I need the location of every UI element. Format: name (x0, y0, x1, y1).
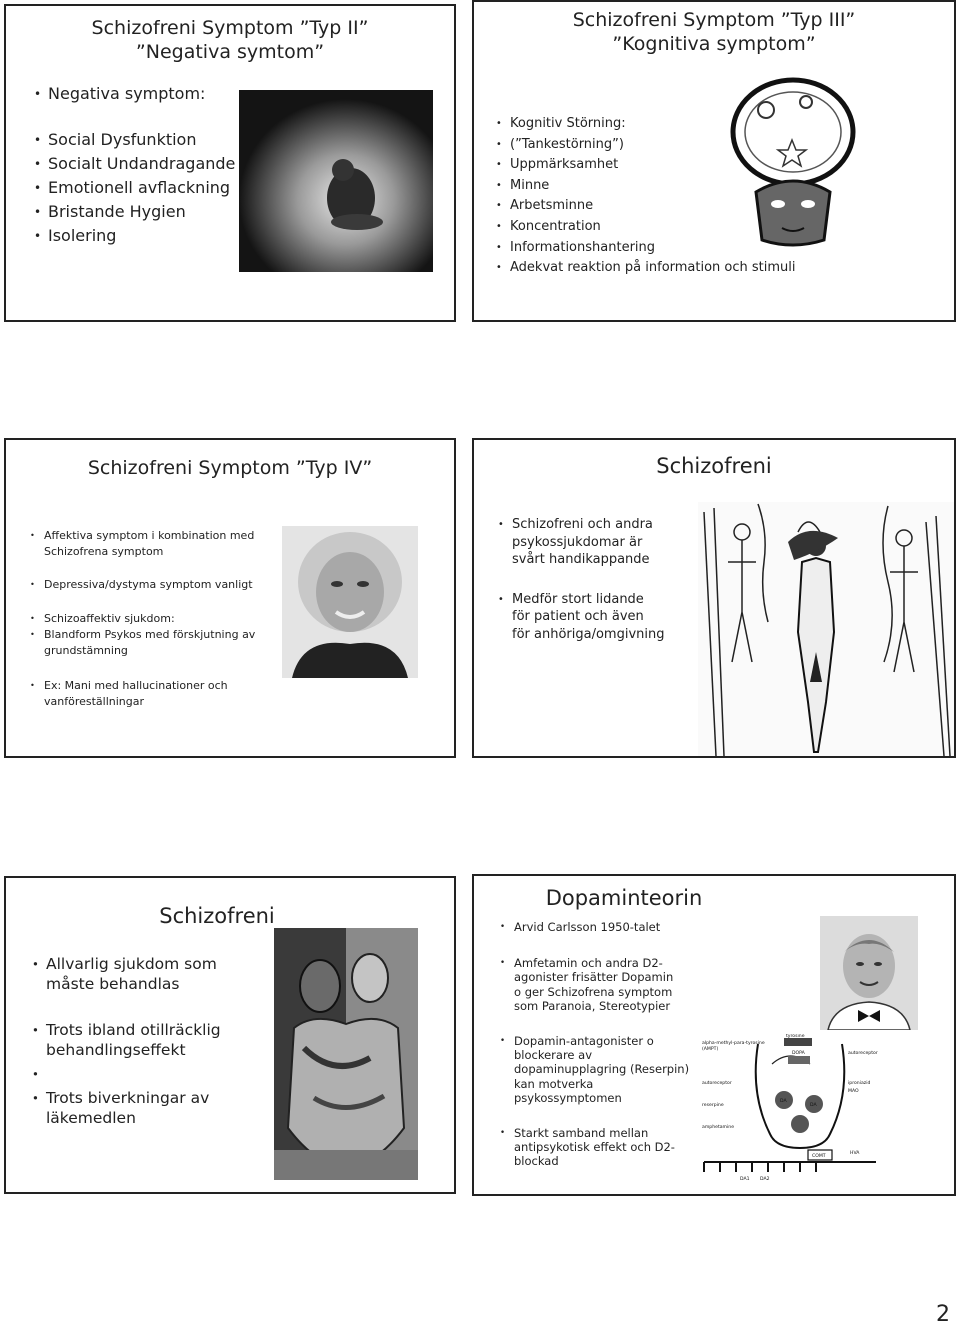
bullet-list (34, 82, 235, 248)
list-item (32, 1064, 221, 1084)
photo-woman-portrait (282, 526, 418, 678)
diagram-label: DA1 (740, 1177, 750, 1182)
list-item: • Kognitiv Störning: (496, 114, 796, 135)
list-item-line: • Ex: Mani med hallucinationer och (44, 679, 228, 692)
list-item: • Negativa symptom: (34, 82, 235, 106)
list-item (32, 954, 221, 994)
list-item-line: • Trots ibland otillräcklig (46, 1021, 221, 1039)
list-item-line: antipsykotisk effekt och D2- (514, 1140, 675, 1155)
illustration-head-thoughts (726, 70, 860, 250)
list-item-line: • Trots biverkningar av (46, 1089, 210, 1107)
list-item-line: grundstämning (44, 643, 128, 657)
list-item: • Arbetsminne (496, 196, 796, 217)
diagram-label: reserpine (702, 1103, 724, 1108)
list-item-line: kan motverka (514, 1076, 594, 1091)
list-item-line: för patient och även (512, 609, 644, 624)
diagram-label: amphetamine (702, 1125, 735, 1130)
list-item-line: blockad (514, 1154, 559, 1169)
list-item (30, 678, 228, 709)
page-number: 2 (936, 1302, 950, 1327)
list-item-line: blockerare av (514, 1048, 593, 1063)
painting-two-figures (274, 928, 418, 1180)
list-item-line: o ger Schizofrena symptom (514, 984, 673, 999)
diagram-label: DA (780, 1099, 787, 1104)
list-item-line: läkemedlen (46, 1109, 136, 1127)
slide-title-line1: Schizofreni Symptom ”Typ II” (91, 17, 369, 39)
slide-dopamine-theory (472, 874, 956, 1196)
list-item-line: för anhöriga/omgivning (512, 626, 665, 642)
list-item-line: • Blandform Psykos med förskjutning av (44, 628, 256, 641)
list-item (32, 1020, 221, 1060)
list-item-line: • Starkt samband mellan (514, 1125, 649, 1140)
list-item-line: agonister frisätter Dopamin (514, 970, 674, 985)
list-item-line: vanföreställningar (44, 694, 145, 708)
list-item-line: dopaminupplagring (Reserpin) (514, 1062, 690, 1077)
list-item (500, 1034, 689, 1106)
diagram-label: DOPA (792, 1051, 805, 1056)
list-item-line: psykossymptomen (514, 1091, 622, 1106)
diagram-label: autoreceptor (848, 1051, 878, 1056)
diagram-label: (AMPT) (702, 1047, 719, 1052)
list-item (498, 591, 664, 644)
list-item (30, 627, 255, 658)
list-item (500, 956, 689, 1014)
diagram-label: alpha-methyl-para-tyrosine (702, 1041, 765, 1046)
list-item-line: • Schizoaffektiv sjukdom: (44, 611, 175, 625)
diagram-label: HVA (850, 1151, 860, 1156)
list-item-line: • Affektiva symptom i kombination med (44, 529, 255, 542)
slide-title-line2: ”Kognitiva symptom” (612, 33, 816, 55)
list-item-line: Schizofrena symptom (44, 544, 164, 558)
diagram-label: DA2 (760, 1177, 770, 1182)
list-item: • Adekvat reaktion på information och stimuli (496, 258, 796, 279)
list-item-line (46, 1064, 221, 1084)
slide-title (474, 8, 954, 56)
bullet-list (32, 954, 221, 1128)
slide-title: Dopaminteorin (545, 886, 703, 910)
slide-affective-symptoms (4, 438, 456, 758)
list-item-line: • Depressiva/dystyma symptom vanligt (44, 578, 253, 591)
list-item-line: som Paranoia, Stereotypier (514, 999, 671, 1014)
diagram-label: MAO (848, 1089, 859, 1094)
photo-arvid-carlsson (820, 916, 918, 1030)
diagram-dopamine-synapse (700, 1034, 882, 1184)
list-item-line: • Amfetamin och andra D2- (514, 956, 663, 970)
bullet-list (500, 956, 689, 1169)
slide-schizofreni-treatment (4, 876, 456, 1194)
list-item (30, 528, 255, 559)
list-item-line: måste behandlas (46, 975, 180, 993)
slide-title: Schizofreni Symptom ”Typ IV” (87, 457, 373, 479)
slide-title: Schizofreni (656, 454, 772, 478)
slide-cognitive-symptoms (472, 0, 956, 322)
list-item (30, 577, 255, 593)
slide-title-line1: Schizofreni Symptom ”Typ III” (572, 9, 856, 31)
list-item: • Informationshantering (496, 238, 796, 259)
bullet-list (498, 516, 664, 643)
list-item (32, 1088, 221, 1128)
slide-title (6, 16, 454, 64)
list-item-line: • Allvarlig sjukdom som (46, 955, 217, 973)
diagram-label: DA (810, 1103, 817, 1108)
list-item-line: svårt handikappande (512, 552, 650, 567)
slide-title-line2: ”Negativa symtom” (135, 41, 325, 63)
example-list (30, 678, 228, 709)
list-item-line: behandlingseffekt (46, 1041, 186, 1059)
list-item-line: • Dopamin-antagonister o (514, 1033, 654, 1048)
list-item: • Emotionell avflackning (34, 176, 235, 200)
diagram-label: tyrosine (786, 1034, 805, 1039)
photo-crouching-person (239, 90, 433, 272)
slide-negative-symptoms (4, 4, 456, 322)
list-item-line: psykossjukdomar är (512, 534, 643, 550)
list-item: • (”Tankestörning”) (496, 135, 796, 156)
illustration-figures-drawing (698, 502, 954, 756)
diagram-label: COMT (812, 1154, 826, 1159)
list-item-line: • Medför stort lidande (512, 591, 644, 607)
list-item: • Koncentration (496, 217, 796, 238)
list-item: • Social Dysfunktion (34, 128, 235, 152)
list-item (500, 1126, 689, 1169)
list-item: • Uppmärksamhet (496, 155, 796, 176)
list-item: • Minne (496, 176, 796, 197)
list-item: • Socialt Undandragande (34, 152, 235, 176)
diagram-label: iproniazid (848, 1081, 871, 1086)
diagram-label: autoreceptor (702, 1081, 732, 1086)
list-item-line: • Schizofreni och andra (512, 517, 653, 532)
list-item (498, 516, 664, 569)
intro-list (500, 920, 660, 935)
bullet-list (30, 528, 255, 658)
slide-title: Schizofreni (159, 904, 275, 928)
list-item: • Isolering (34, 224, 235, 248)
list-item: • Bristande Hygien (34, 200, 235, 224)
list-item: • Arvid Carlsson 1950-talet (500, 920, 660, 935)
list-item (30, 611, 255, 627)
slide-schizofreni-burden (472, 438, 956, 758)
